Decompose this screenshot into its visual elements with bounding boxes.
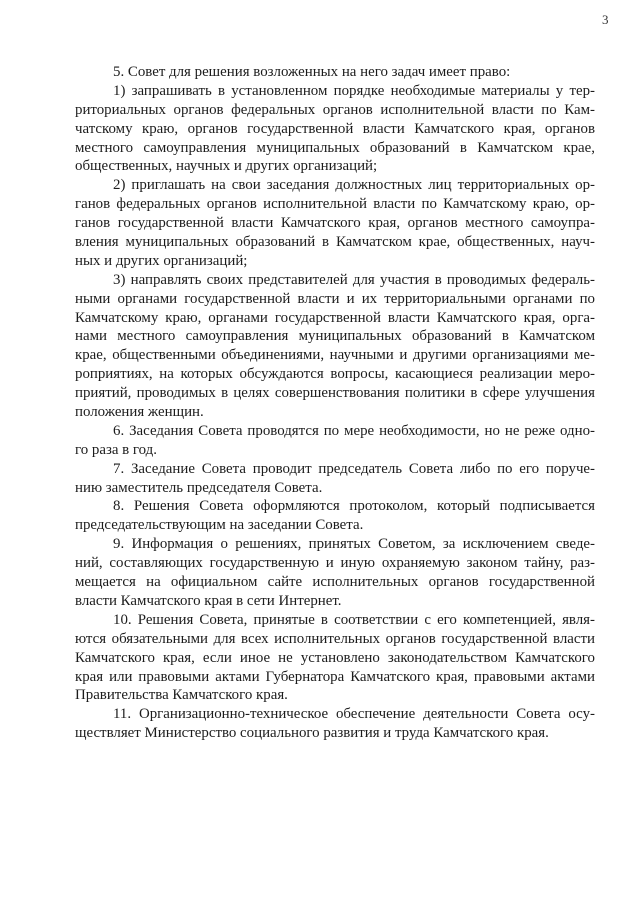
paragraph-line: вления муниципальных образований в Камчатском крае, общественных, науч-	[75, 234, 595, 251]
paragraph-line: 10. Решения Совета, принятые в соответствии с его компетенцией, явля-	[113, 611, 595, 628]
paragraph-line: 9. Информация о решениях, принятых Советом, за исключением сведе-	[113, 536, 595, 553]
paragraph-line: ются обязательными для всех исполнительных органов государственной власти	[75, 630, 595, 647]
paragraph-line: 7. Заседание Совета проводит председатель Совета либо по его поруче-	[113, 460, 595, 477]
paragraph-line: Правительства Камчатского края.	[75, 687, 288, 704]
paragraph-line: мещается на официальном сайте исполнительных органов государственной	[75, 574, 595, 591]
document-body	[75, 63, 595, 743]
paragraph-11	[75, 705, 595, 743]
paragraph-line: местного самоуправления муниципальных образований в Камчатском крае,	[75, 139, 595, 156]
paragraph-5-3	[75, 271, 595, 422]
paragraph-line: 5. Совет для решения возложенных на него задач имеет право:	[113, 64, 511, 80]
paragraph-5-1	[75, 82, 595, 176]
paragraph-line: положения женщин.	[75, 404, 204, 421]
paragraph-line: приятий, проводимых в целях совершенствования политики в сфере улучшения	[75, 385, 595, 402]
paragraph-line: 11. Организационно-техническое обеспечение деятельности Совета осу-	[113, 706, 595, 723]
paragraph-10	[75, 611, 595, 705]
paragraph-line: общественных, научных и других организаций;	[75, 158, 378, 175]
paragraph-6	[75, 422, 595, 460]
paragraph-line: роприятиях, на которых обсуждаются вопросы, касающиеся реализации меро-	[75, 366, 595, 383]
paragraph-5-2	[75, 176, 595, 270]
paragraph-line: ганов федеральных органов исполнительной власти по Камчатскому краю, ор-	[75, 196, 595, 213]
paragraph-line: го раза в год.	[75, 441, 157, 458]
paragraph-7	[75, 460, 595, 498]
paragraph-line: 2) приглашать на свои заседания должностных лиц территориальных ор-	[113, 177, 595, 194]
paragraph-line: Камчатского края, если иное не установлено законодательством Камчатского	[75, 649, 595, 666]
paragraph-5	[75, 63, 595, 82]
paragraph-line: нию заместитель председателя Совета.	[75, 479, 323, 496]
paragraph-line: председательствующим на заседании Совета.	[75, 517, 364, 534]
paragraph-line: ными органами государственной власти и их территориальными органами по	[75, 290, 595, 307]
paragraph-8	[75, 497, 595, 535]
paragraph-line: 6. Заседания Совета проводятся по мере необходимости, но не реже одно-	[113, 422, 595, 439]
paragraph-line: ний, составляющих государственную и иную охраняемую законом тайну, раз-	[75, 555, 595, 572]
paragraph-line: 1) запрашивать в установленном порядке необходимые материалы у тер-	[113, 82, 595, 99]
paragraph-line: края или правовыми актами Губернатора Камчатского края, правовыми актами	[75, 668, 595, 685]
paragraph-line: чатскому краю, органов государственной власти Камчатского края, органов	[75, 120, 595, 137]
paragraph-line: Камчатскому краю, органами государственной власти Камчатского края, орга-	[75, 309, 595, 326]
paragraph-line: ных и других организаций;	[75, 252, 248, 269]
paragraph-line: 3) направлять своих представителей для участия в проводимых федераль-	[113, 271, 595, 288]
paragraph-line: власти Камчатского края в сети Интернет.	[75, 592, 342, 609]
paragraph-line: 8. Решения Совета оформляются протоколом, который подписывается	[113, 498, 595, 515]
paragraph-line: ганов государственной власти Камчатского края, органов местного самоупра-	[75, 215, 595, 232]
paragraph-line: ществляет Министерство социального развития и труда Камчатского края.	[75, 725, 549, 742]
paragraph-line: нами местного самоуправления муниципальных образований в Камчатском	[75, 328, 595, 345]
paragraph-9	[75, 535, 595, 611]
paragraph-line: риториальных органов федеральных органов исполнительной власти по Кам-	[75, 101, 595, 118]
page-number: 3	[602, 12, 609, 27]
paragraph-line: крае, общественными объединениями, научными и другими организациями ме-	[75, 347, 595, 364]
